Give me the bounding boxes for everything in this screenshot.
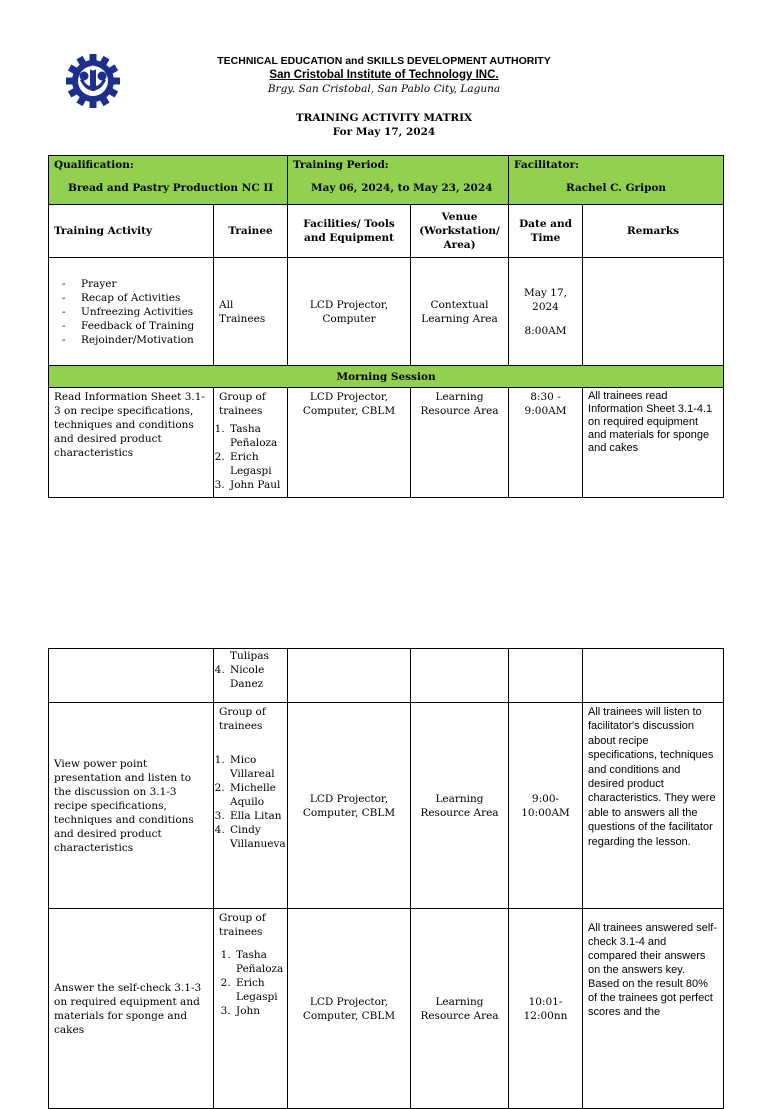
opening-facilities: LCD Projector, Computer bbox=[288, 258, 411, 366]
table-row bbox=[49, 909, 724, 1109]
opening-time: 8:00AM bbox=[524, 324, 567, 337]
period-cell bbox=[288, 156, 509, 205]
facilities-cell: LCD Projector, Computer, CBLM bbox=[288, 909, 411, 1109]
opening-trainee: All Trainees bbox=[214, 258, 288, 366]
list-item: 1. Mico Villareal bbox=[228, 753, 285, 781]
period-label: Training Period: bbox=[293, 159, 389, 171]
facilities-cell: LCD Projector, Computer, CBLM bbox=[288, 388, 411, 498]
group-label: Group of trainees bbox=[219, 391, 266, 417]
column-header-row bbox=[49, 205, 724, 258]
opening-venue: Contextual Learning Area bbox=[411, 258, 509, 366]
qualification-value: Bread and Pastry Production NC II bbox=[68, 182, 274, 194]
trainee-cell bbox=[214, 388, 288, 498]
trainee-continued: Tulipas bbox=[230, 650, 269, 662]
list-item: 3. Ella Litan bbox=[228, 809, 285, 823]
table-row bbox=[49, 388, 724, 498]
trainee-cell bbox=[214, 703, 288, 909]
list-item: - Prayer bbox=[62, 277, 208, 291]
remarks-cell: All trainees answered self-check 3.1-4 and compared their answers on the answers key. Based on the result 80% of the trainees got perfect scores and the bbox=[583, 909, 724, 1109]
list-item: 1. Tasha Peñaloza bbox=[228, 422, 285, 450]
trainee-cell bbox=[214, 649, 288, 703]
list-item: - Rejoinder/Motivation bbox=[62, 333, 208, 347]
col-date-time: Date and Time bbox=[509, 205, 583, 258]
time-cell: 9:00-10:00AM bbox=[509, 703, 583, 909]
activity-cell: Answer the self-check 3.1-3 on required equipment and materials for sponge and cakes bbox=[49, 909, 214, 1109]
table-row bbox=[49, 703, 724, 909]
trainee-cell bbox=[214, 909, 288, 1109]
activity-matrix-table-continued bbox=[48, 648, 724, 1109]
agency-name: TECHNICAL EDUCATION and SKILLS DEVELOPMENT AUTHORITY bbox=[217, 55, 551, 67]
document-date: For May 17, 2024 bbox=[332, 126, 436, 138]
info-row bbox=[49, 156, 724, 205]
opening-date-time bbox=[509, 258, 583, 366]
list-item: - Feedback of Training bbox=[62, 319, 208, 333]
document-title: TRAINING ACTIVITY MATRIX bbox=[295, 112, 473, 124]
list-item: 2. Michelle Aquilo bbox=[228, 781, 285, 809]
time-cell: 8:30 - 9:00AM bbox=[509, 388, 583, 498]
col-training-activity: Training Activity bbox=[49, 205, 214, 258]
institute-address: Brgy. San Cristobal, San Pablo City, Laguna bbox=[267, 83, 501, 95]
session-row bbox=[49, 366, 724, 388]
morning-session-label: Morning Session bbox=[49, 366, 724, 388]
list-item: - Recap of Activities bbox=[62, 291, 208, 305]
facilities-cell: LCD Projector, Computer, CBLM bbox=[288, 703, 411, 909]
list-item: 1. Tasha Peñaloza bbox=[234, 948, 285, 976]
activity-matrix-table bbox=[48, 155, 724, 498]
group-label: Group of trainees bbox=[219, 706, 266, 732]
opening-remarks bbox=[583, 258, 724, 366]
list-item: 3. John bbox=[234, 1004, 285, 1018]
opening-activities bbox=[49, 258, 214, 366]
list-item: - Unfreezing Activities bbox=[62, 305, 208, 319]
activity-cell: Read Information Sheet 3.1-3 on recipe specifications, techniques and conditions and desired product characteristics bbox=[49, 388, 214, 498]
opening-row bbox=[49, 258, 724, 366]
col-facilities: Facilities/ Tools and Equipment bbox=[288, 205, 411, 258]
list-item: 4. Nicole Danez bbox=[228, 663, 285, 691]
qualification-label: Qualification: bbox=[54, 159, 134, 171]
venue-cell: Learning Resource Area bbox=[411, 703, 509, 909]
col-venue: Venue (Workstation/ Area) bbox=[411, 205, 509, 258]
col-remarks: Remarks bbox=[583, 205, 724, 258]
institute-name: San Cristobal Institute of Technology INC. bbox=[269, 69, 499, 81]
list-item: 3. John Paul bbox=[228, 478, 285, 492]
opening-date: May 17, 2024 bbox=[524, 286, 567, 313]
remarks-cell: All trainees read Information Sheet 3.1-4.1 on required equipment and materials for sponge and cakes bbox=[583, 388, 724, 498]
remarks-cell: All trainees will listen to facilitator's discussion about recipe specifications, techniques and conditions and desired product characteristics. They were able to answers all the questions of the facilitator regarding the lesson. bbox=[583, 703, 724, 909]
venue-cell: Learning Resource Area bbox=[411, 909, 509, 1109]
remarks-cell bbox=[583, 649, 724, 703]
table-row bbox=[49, 649, 724, 703]
time-cell: 10:01-12:00nn bbox=[509, 909, 583, 1109]
group-label: Group of trainees bbox=[219, 912, 266, 938]
qualification-cell bbox=[49, 156, 288, 205]
facilities-cell bbox=[288, 649, 411, 703]
col-trainee: Trainee bbox=[214, 205, 288, 258]
facilitator-label: Facilitator: bbox=[514, 159, 579, 171]
activity-cell bbox=[49, 649, 214, 703]
activity-cell: View power point presentation and listen to the discussion on 3.1-3 recipe specifications, techniques and conditions and desired product characteristics bbox=[49, 703, 214, 909]
list-item: 2. Erich Legaspi bbox=[228, 450, 285, 478]
venue-cell: Learning Resource Area bbox=[411, 388, 509, 498]
time-cell bbox=[509, 649, 583, 703]
facilitator-value: Rachel C. Gripon bbox=[565, 182, 667, 194]
facilitator-cell bbox=[509, 156, 724, 205]
venue-cell bbox=[411, 649, 509, 703]
period-value: May 06, 2024, to May 23, 2024 bbox=[311, 182, 493, 194]
list-item: 4. Cindy Villanueva bbox=[228, 823, 285, 851]
list-item: 2. Erich Legaspi bbox=[234, 976, 285, 1004]
